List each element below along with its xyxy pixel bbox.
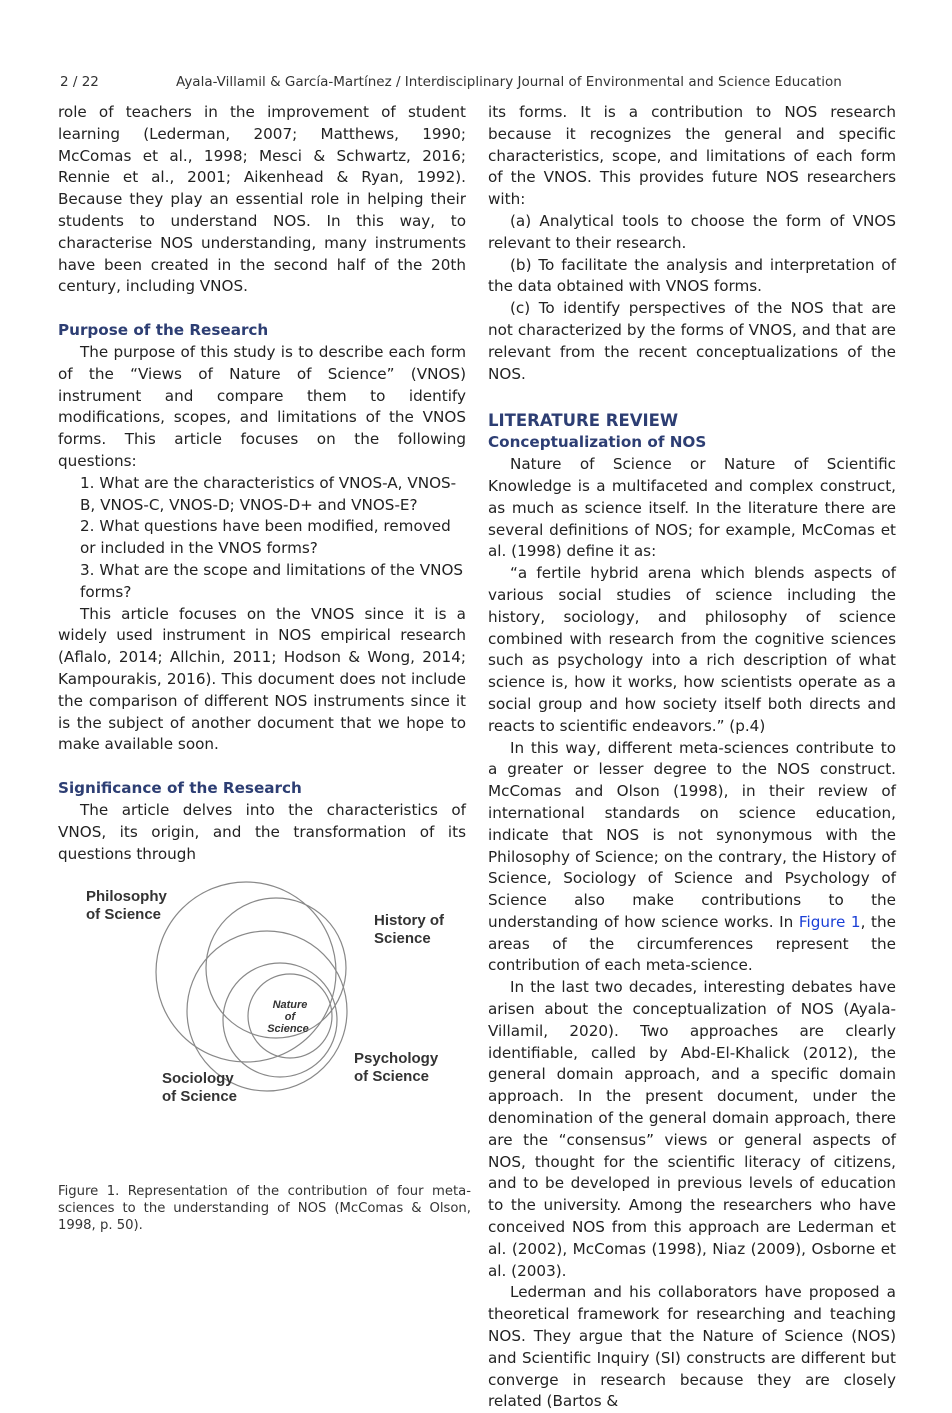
label-nature: Nature: [272, 999, 308, 1011]
figure-1: [80, 878, 452, 1118]
meta-sciences-diagram: [80, 878, 452, 1118]
running-head: Ayala-Villamil & García-Martínez / Interdisciplinary Journal of Environmental and Science Education: [176, 74, 842, 90]
label-philosophy: of Science: [86, 906, 162, 923]
paragraph: The purpose of this study is to describe each form of the “Views of Nature of Science” (VNOS) instrument and compare them to identify modifications, scopes, and limitations of the VNOS forms. This article focuses on the following questions:: [58, 342, 466, 470]
paragraph: Nature of Science or Nature of Scientific Knowledge is a multifaceted and complex construct, as much as science itself. In the literature there are several definitions of NOS; for example, McComas et al. (1998) define it as:: [488, 455, 896, 561]
list-item: (b) To facilitate the analysis and interpretation of the data obtained with VNOS forms.: [488, 255, 896, 296]
label-psychology: Psychology: [354, 1050, 439, 1067]
philosophy-circle: [156, 882, 336, 1062]
right-column: [488, 102, 896, 1413]
list-item: (a) Analytical tools to choose the form of VNOS relevant to their research.: [488, 211, 896, 252]
list-item: (c) To identify perspectives of the NOS that are not characterized by the forms of VNOS, and that are relevant from the recent conceptualizations of the NOS.: [488, 299, 896, 383]
significance-heading: Significance of the Research: [58, 779, 302, 798]
paragraph-text: , the areas of the circumferences represent the contribution of each meta-science.: [488, 912, 896, 975]
label-history: History of: [374, 912, 445, 929]
label-nature: of: [284, 1011, 296, 1023]
paragraph: [488, 738, 896, 978]
figure-1-link[interactable]: Figure 1: [798, 912, 861, 931]
block-quote: “a fertile hybrid arena which blends aspects of various social studies of science including the history, sociology, and philosophy of science combined with research from the cognitive sciences such as psychology into a rich description of what science is, how it works, how scientists operate as a social group and how society itself both directs and reacts to scientific endeavors.” (p.4): [488, 564, 896, 735]
question-item: 3. What are the scope and limitations of the VNOS forms?: [80, 560, 464, 601]
question-item: 2. What questions have been modified, removed or included in the VNOS forms?: [80, 517, 451, 558]
label-philosophy: Philosophy: [86, 888, 167, 905]
sociology-circle: [187, 931, 347, 1091]
page-number: 2 / 22: [60, 74, 99, 90]
paragraph: This article focuses on the VNOS since it is a widely used instrument in NOS empirical research (Aflalo, 2014; Allchin, 2011; Hodson & Wong, 2014; Kampourakis, 2016). This document does not include the comparison of different NOS instruments since it is the subject of another document that we hope to make available soon.: [58, 604, 466, 754]
paragraph: In the last two decades, interesting debates have arisen about the conceptualization of NOS (Ayala-Villamil, 2020). Two approaches are clearly identifiable, called by Abd-El-Khalick (2012), the general domain approach, and a specific domain approach. In the present document, under the denomination of the general domain approach, there are the “consensus” views or general aspects of NOS, thought for the scientific literacy of citizens, and to be developed in previous levels of education to the university. Among the researchers who have conceived NOS from this approach are Lederman et al. (2002), McComas (1998), Niaz (2009), Osborne et al. (2003).: [488, 978, 896, 1280]
history-circle: [206, 898, 346, 1038]
label-nature: Science: [267, 1023, 309, 1035]
label-sociology: Sociology: [162, 1070, 234, 1087]
label-history: Science: [374, 930, 431, 947]
question-item: 1. What are the characteristics of VNOS-A, VNOS-B, VNOS-C, VNOS-D; VNOS-D+ and VNOS-E?: [80, 473, 457, 514]
psychology-circle: [223, 963, 337, 1077]
paragraph: its forms. It is a contribution to NOS research because it recognizes the general and specific characteristics, scope, and limitations of each form of the VNOS. This provides future NOS researchers with:: [488, 103, 896, 209]
running-header: [58, 74, 898, 96]
left-column: [58, 102, 466, 865]
paragraph: role of teachers in the improvement of student learning (Lederman, 2007; Matthews, 1990; McComas et al., 1998; Mesci & Schwartz, 2016; Rennie et al., 2001; Aikenhead & Ryan, 1992). Because they play an essential role in helping their students to understand NOS. In this way, to characterise NOS understanding, many instruments have been created in the second half of the 20th century, including VNOS.: [58, 103, 466, 296]
paragraph-text: In this way, different meta-sciences contribute to a greater or lesser degree to the NOS construct. McComas and Olson (1998), in their review of international standards on science education, indicate that NOS is not synonymous with the Philosophy of Science; on the contrary, the History of Science, Sociology of Science and Psychology of Science also make contributions to the understanding of how science works. In: [488, 738, 896, 931]
section-heading: LITERATURE REVIEW: [488, 411, 679, 431]
figure-caption: Figure 1. Representation of the contribution of four meta-sciences to the understanding of NOS (McComas & Olson, 1998, p. 50).: [58, 1184, 471, 1233]
paragraph: Lederman and his collaborators have proposed a theoretical framework for researching and teaching NOS. They argue that the Nature of Science (NOS) and Scientific Inquiry (SI) constructs are different but converge in research because they are closely related (Bartos &: [488, 1283, 896, 1411]
paragraph: The article delves into the characteristics of VNOS, its origin, and the transformation of its questions through: [58, 800, 466, 863]
label-sociology: of Science: [162, 1088, 238, 1105]
subsection-heading: Conceptualization of NOS: [488, 433, 707, 452]
purpose-heading: Purpose of the Research: [58, 321, 269, 340]
label-psychology: of Science: [354, 1068, 430, 1085]
